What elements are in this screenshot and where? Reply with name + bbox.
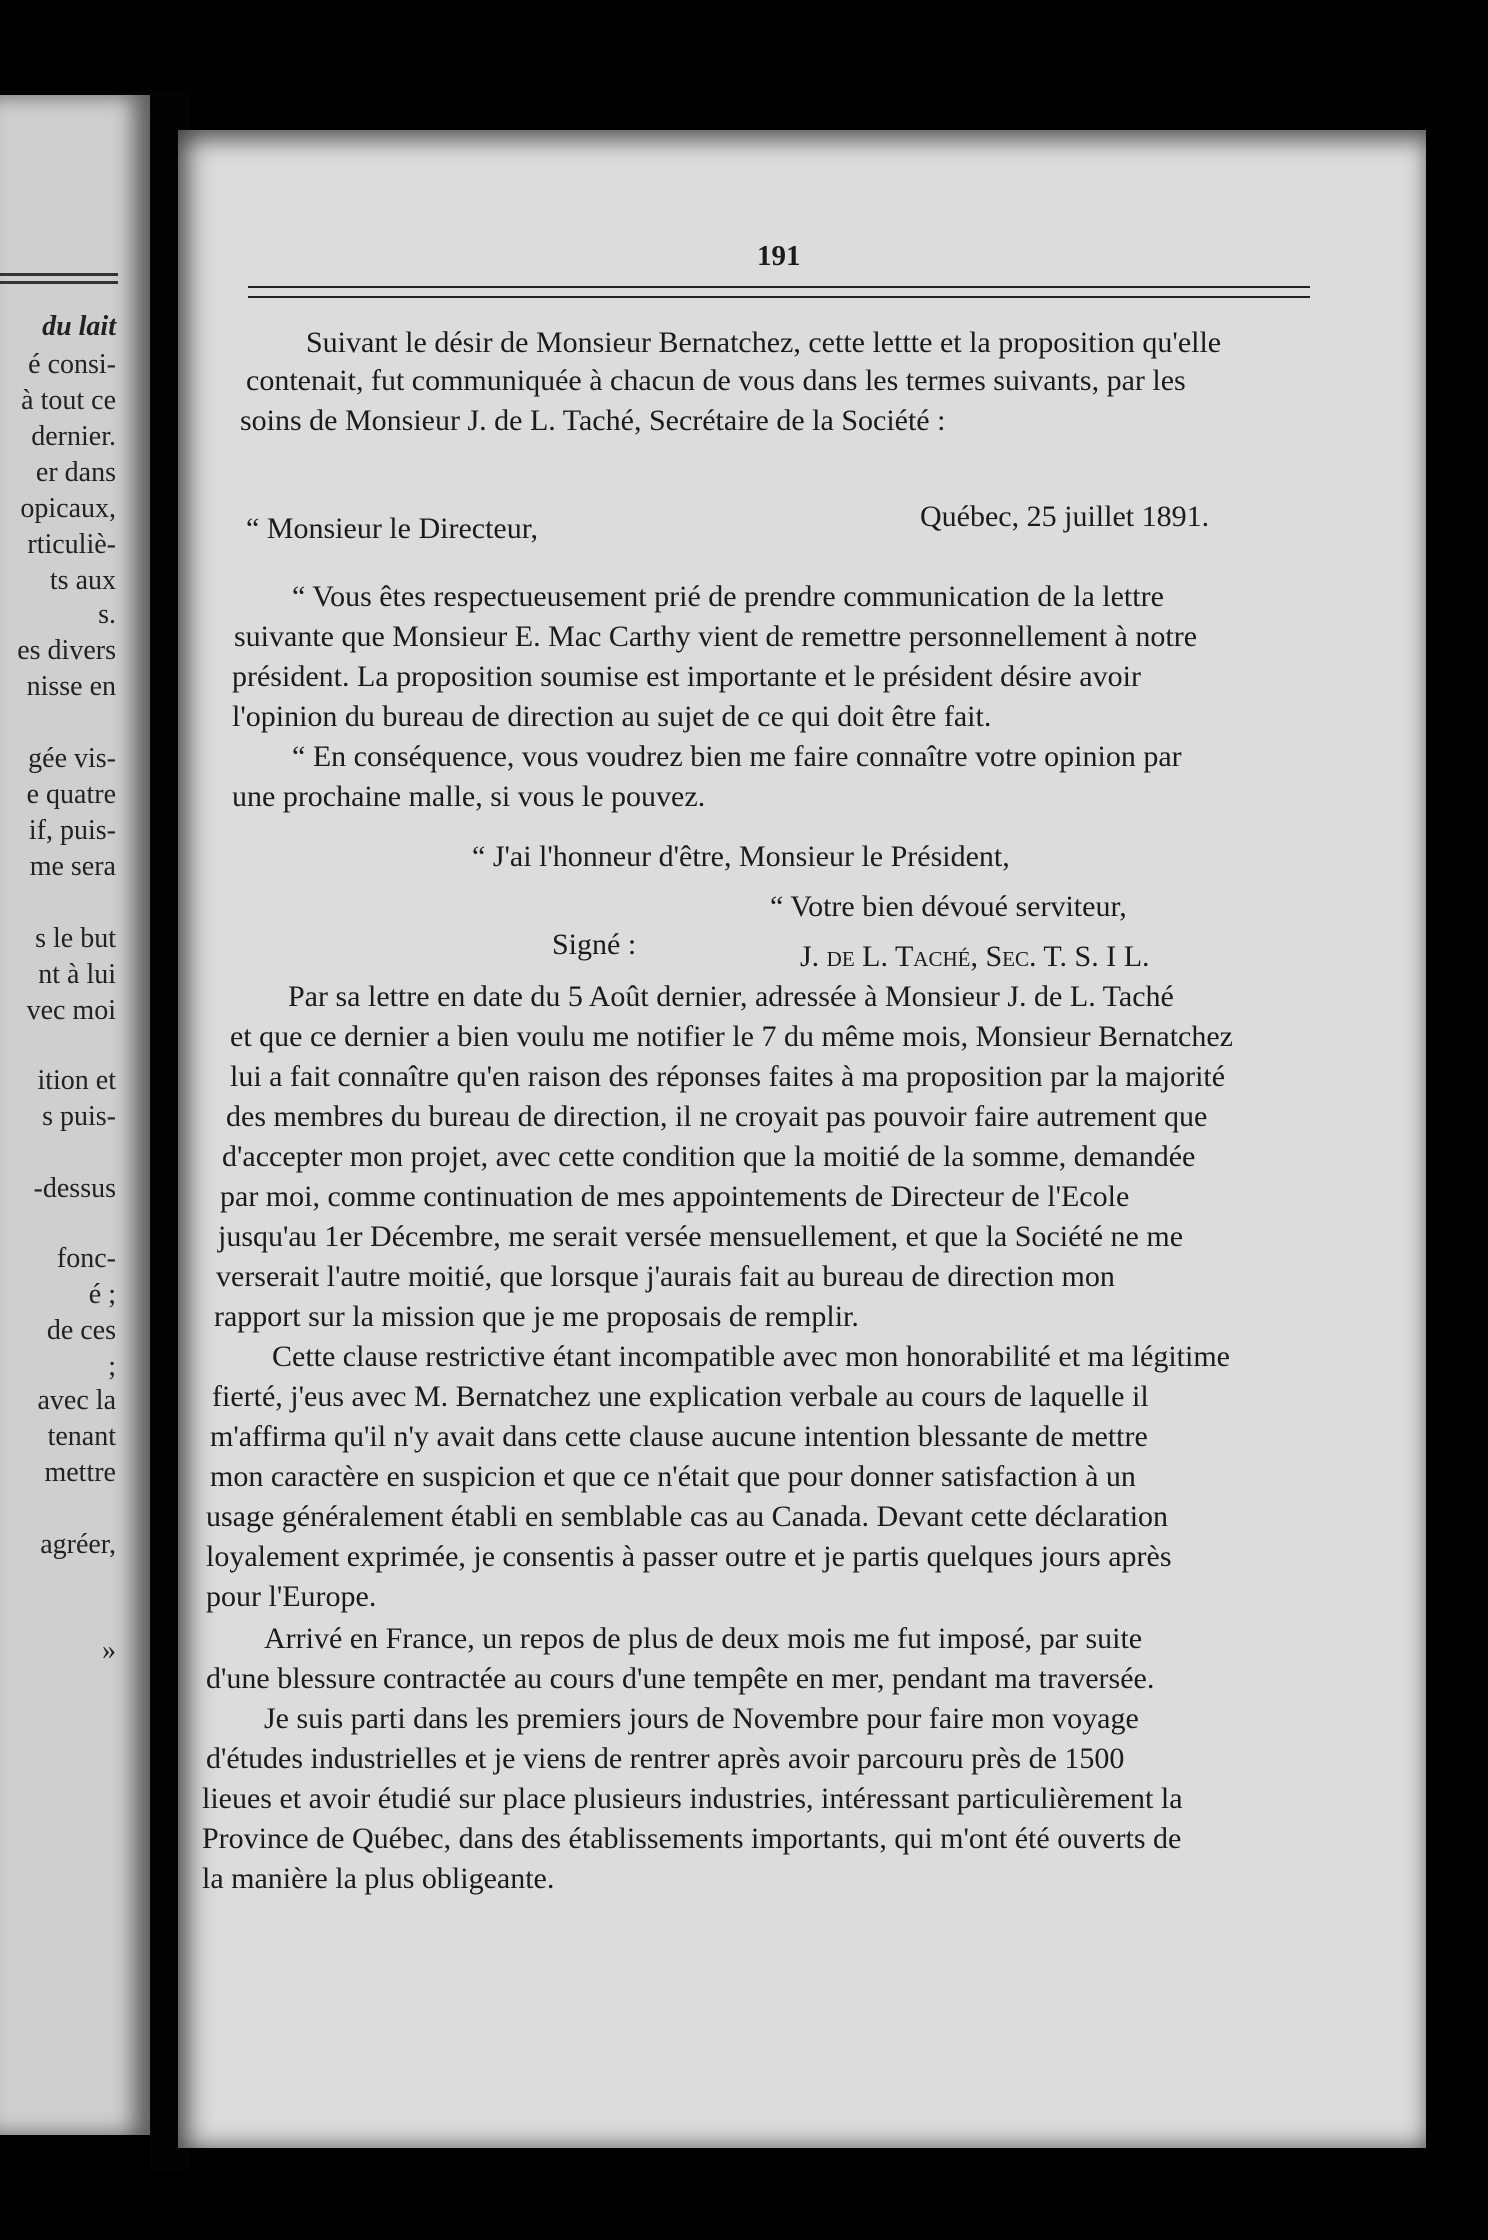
paragraph-line: lieues et avoir étudié sur place plusieurs industries, intéressant particulièrement la xyxy=(202,1782,1183,1815)
paragraph-line: et que ce dernier a bien voulu me notifier le 7 du même mois, Monsieur Bernatchez xyxy=(230,1020,1233,1053)
paragraph-line: d'une blessure contractée au cours d'une tempête en mer, pendant ma traversée. xyxy=(206,1662,1155,1695)
adjacent-page-line: du lait xyxy=(42,311,116,342)
adjacent-page-line: s. xyxy=(98,599,116,630)
adjacent-page-line: à tout ce xyxy=(21,385,116,416)
paragraph-line: lui a fait connaître qu'en raison des réponses faites à ma proposition par la majorité xyxy=(230,1060,1226,1093)
letter-salutation: “ Monsieur le Directeur, xyxy=(246,512,539,545)
paragraph-line: Cette clause restrictive étant incompatible avec mon honorabilité et ma légitime xyxy=(272,1340,1230,1373)
paragraph-line: mon caractère en suspicion et que ce n'était que pour donner satisfaction à un xyxy=(210,1460,1136,1493)
paragraph-line: m'affirma qu'il n'y avait dans cette clause aucune intention blessante de mettre xyxy=(210,1420,1148,1453)
adjacent-page-line: er dans xyxy=(35,457,116,488)
paragraph-line: jusqu'au 1er Décembre, me serait versée mensuellement, et que la Société ne me xyxy=(218,1220,1184,1253)
page-number: 191 xyxy=(757,240,801,272)
letter-line: une prochaine malle, si vous le pouvez. xyxy=(232,780,706,813)
adjacent-page-line: s le but xyxy=(35,923,116,954)
letter-line: l'opinion du bureau de direction au sujet de ce qui doit être fait. xyxy=(232,700,992,733)
paragraph-line: usage généralement établi en semblable cas au Canada. Devant cette déclaration xyxy=(206,1500,1169,1533)
adjacent-page-line: de ces xyxy=(46,1315,116,1346)
adjacent-page-line: me sera xyxy=(29,851,116,882)
adjacent-page-line: dernier. xyxy=(31,421,116,452)
adjacent-page-line: nt à lui xyxy=(38,959,116,990)
paragraph-line: d'accepter mon projet, avec cette condition que la moitié de la somme, demandée xyxy=(222,1140,1196,1173)
letter-closing: “ Votre bien dévoué serviteur, xyxy=(770,890,1127,923)
paragraph-line: Arrivé en France, un repos de plus de deux mois me fut imposé, par suite xyxy=(264,1622,1143,1655)
adjacent-page-line: nisse en xyxy=(26,671,116,702)
paragraph-line: d'études industrielles et je viens de rentrer après avoir parcouru près de 1500 xyxy=(206,1742,1125,1775)
adjacent-page-line: -dessus xyxy=(33,1173,116,1204)
intro-line: soins de Monsieur J. de L. Taché, Secrétaire de la Société : xyxy=(240,404,946,437)
letter-line: président. La proposition soumise est importante et le président désire avoir xyxy=(232,660,1141,693)
adjacent-page-line: ts aux xyxy=(49,565,116,596)
adjacent-page-line: avec la xyxy=(37,1385,116,1416)
adjacent-page-line: » xyxy=(102,1635,116,1666)
adjacent-page-line: if, puis- xyxy=(28,815,116,846)
adjacent-page-line: tenant xyxy=(47,1421,116,1452)
adjacent-page-line: es divers xyxy=(17,635,116,666)
paragraph-line: fierté, j'eus avec M. Bernatchez une explication verbale au cours de laquelle il xyxy=(212,1380,1149,1413)
paragraph-line: la manière la plus obligeante. xyxy=(202,1862,555,1895)
intro-line: Suivant le désir de Monsieur Bernatchez, cette lettte et la proposition qu'elle xyxy=(306,326,1222,359)
signature: J. de L. Taché, Sec. T. S. I L. xyxy=(800,940,1150,973)
letter-closing: “ J'ai l'honneur d'être, Monsieur le Président, xyxy=(472,840,1010,873)
adjacent-page-line: s puis- xyxy=(42,1101,116,1132)
adjacent-page-line: é consi- xyxy=(28,349,116,380)
paragraph-line: rapport sur la mission que je me proposais de remplir. xyxy=(214,1300,859,1333)
letter-date: Québec, 25 juillet 1891. xyxy=(920,500,1210,533)
adjacent-page-line: agréer, xyxy=(40,1529,116,1560)
paragraph-line: loyalement exprimée, je consentis à passer outre et je partis quelques jours après xyxy=(206,1540,1172,1573)
letter-line: “ En conséquence, vous voudrez bien me faire connaître votre opinion par xyxy=(292,740,1182,773)
paragraph-line: Par sa lettre en date du 5 Août dernier, adressée à Monsieur J. de L. Taché xyxy=(288,980,1174,1013)
adjacent-page-line: é ; xyxy=(88,1279,116,1310)
letter-line: suivante que Monsieur E. Mac Carthy vient de remettre personnellement à notre xyxy=(234,620,1198,653)
intro-line: contenait, fut communiquée à chacun de vous dans les termes suivants, par les xyxy=(246,364,1186,397)
adjacent-page-line: vec moi xyxy=(26,995,116,1026)
adjacent-page-line: e quatre xyxy=(26,779,116,810)
paragraph-line: des membres du bureau de direction, il ne croyait pas pouvoir faire autrement que xyxy=(226,1100,1208,1133)
adjacent-page-line: ; xyxy=(108,1351,116,1382)
adjacent-page-line: fonc- xyxy=(56,1243,116,1274)
adjacent-page-line: gée vis- xyxy=(28,743,116,774)
paragraph-line: par moi, comme continuation de mes appointements de Directeur de l'Ecole xyxy=(220,1180,1130,1213)
paragraph-line: verserait l'autre moitié, que lorsque j'aurais fait au bureau de direction mon xyxy=(216,1260,1115,1293)
paragraph-line: Je suis parti dans les premiers jours de Novembre pour faire mon voyage xyxy=(264,1702,1139,1735)
paragraph-line: pour l'Europe. xyxy=(206,1580,377,1613)
adjacent-page-line: mettre xyxy=(44,1457,116,1488)
letter-line: “ Vous êtes respectueusement prié de prendre communication de la lettre xyxy=(292,580,1164,613)
adjacent-page-line: ition et xyxy=(37,1065,116,1096)
adjacent-page-line: rticuliè- xyxy=(27,529,116,560)
signed-label: Signé : xyxy=(552,928,637,961)
adjacent-page-line: opicaux, xyxy=(20,493,116,524)
paragraph-line: Province de Québec, dans des établissements importants, qui m'ont été ouverts de xyxy=(202,1822,1182,1855)
